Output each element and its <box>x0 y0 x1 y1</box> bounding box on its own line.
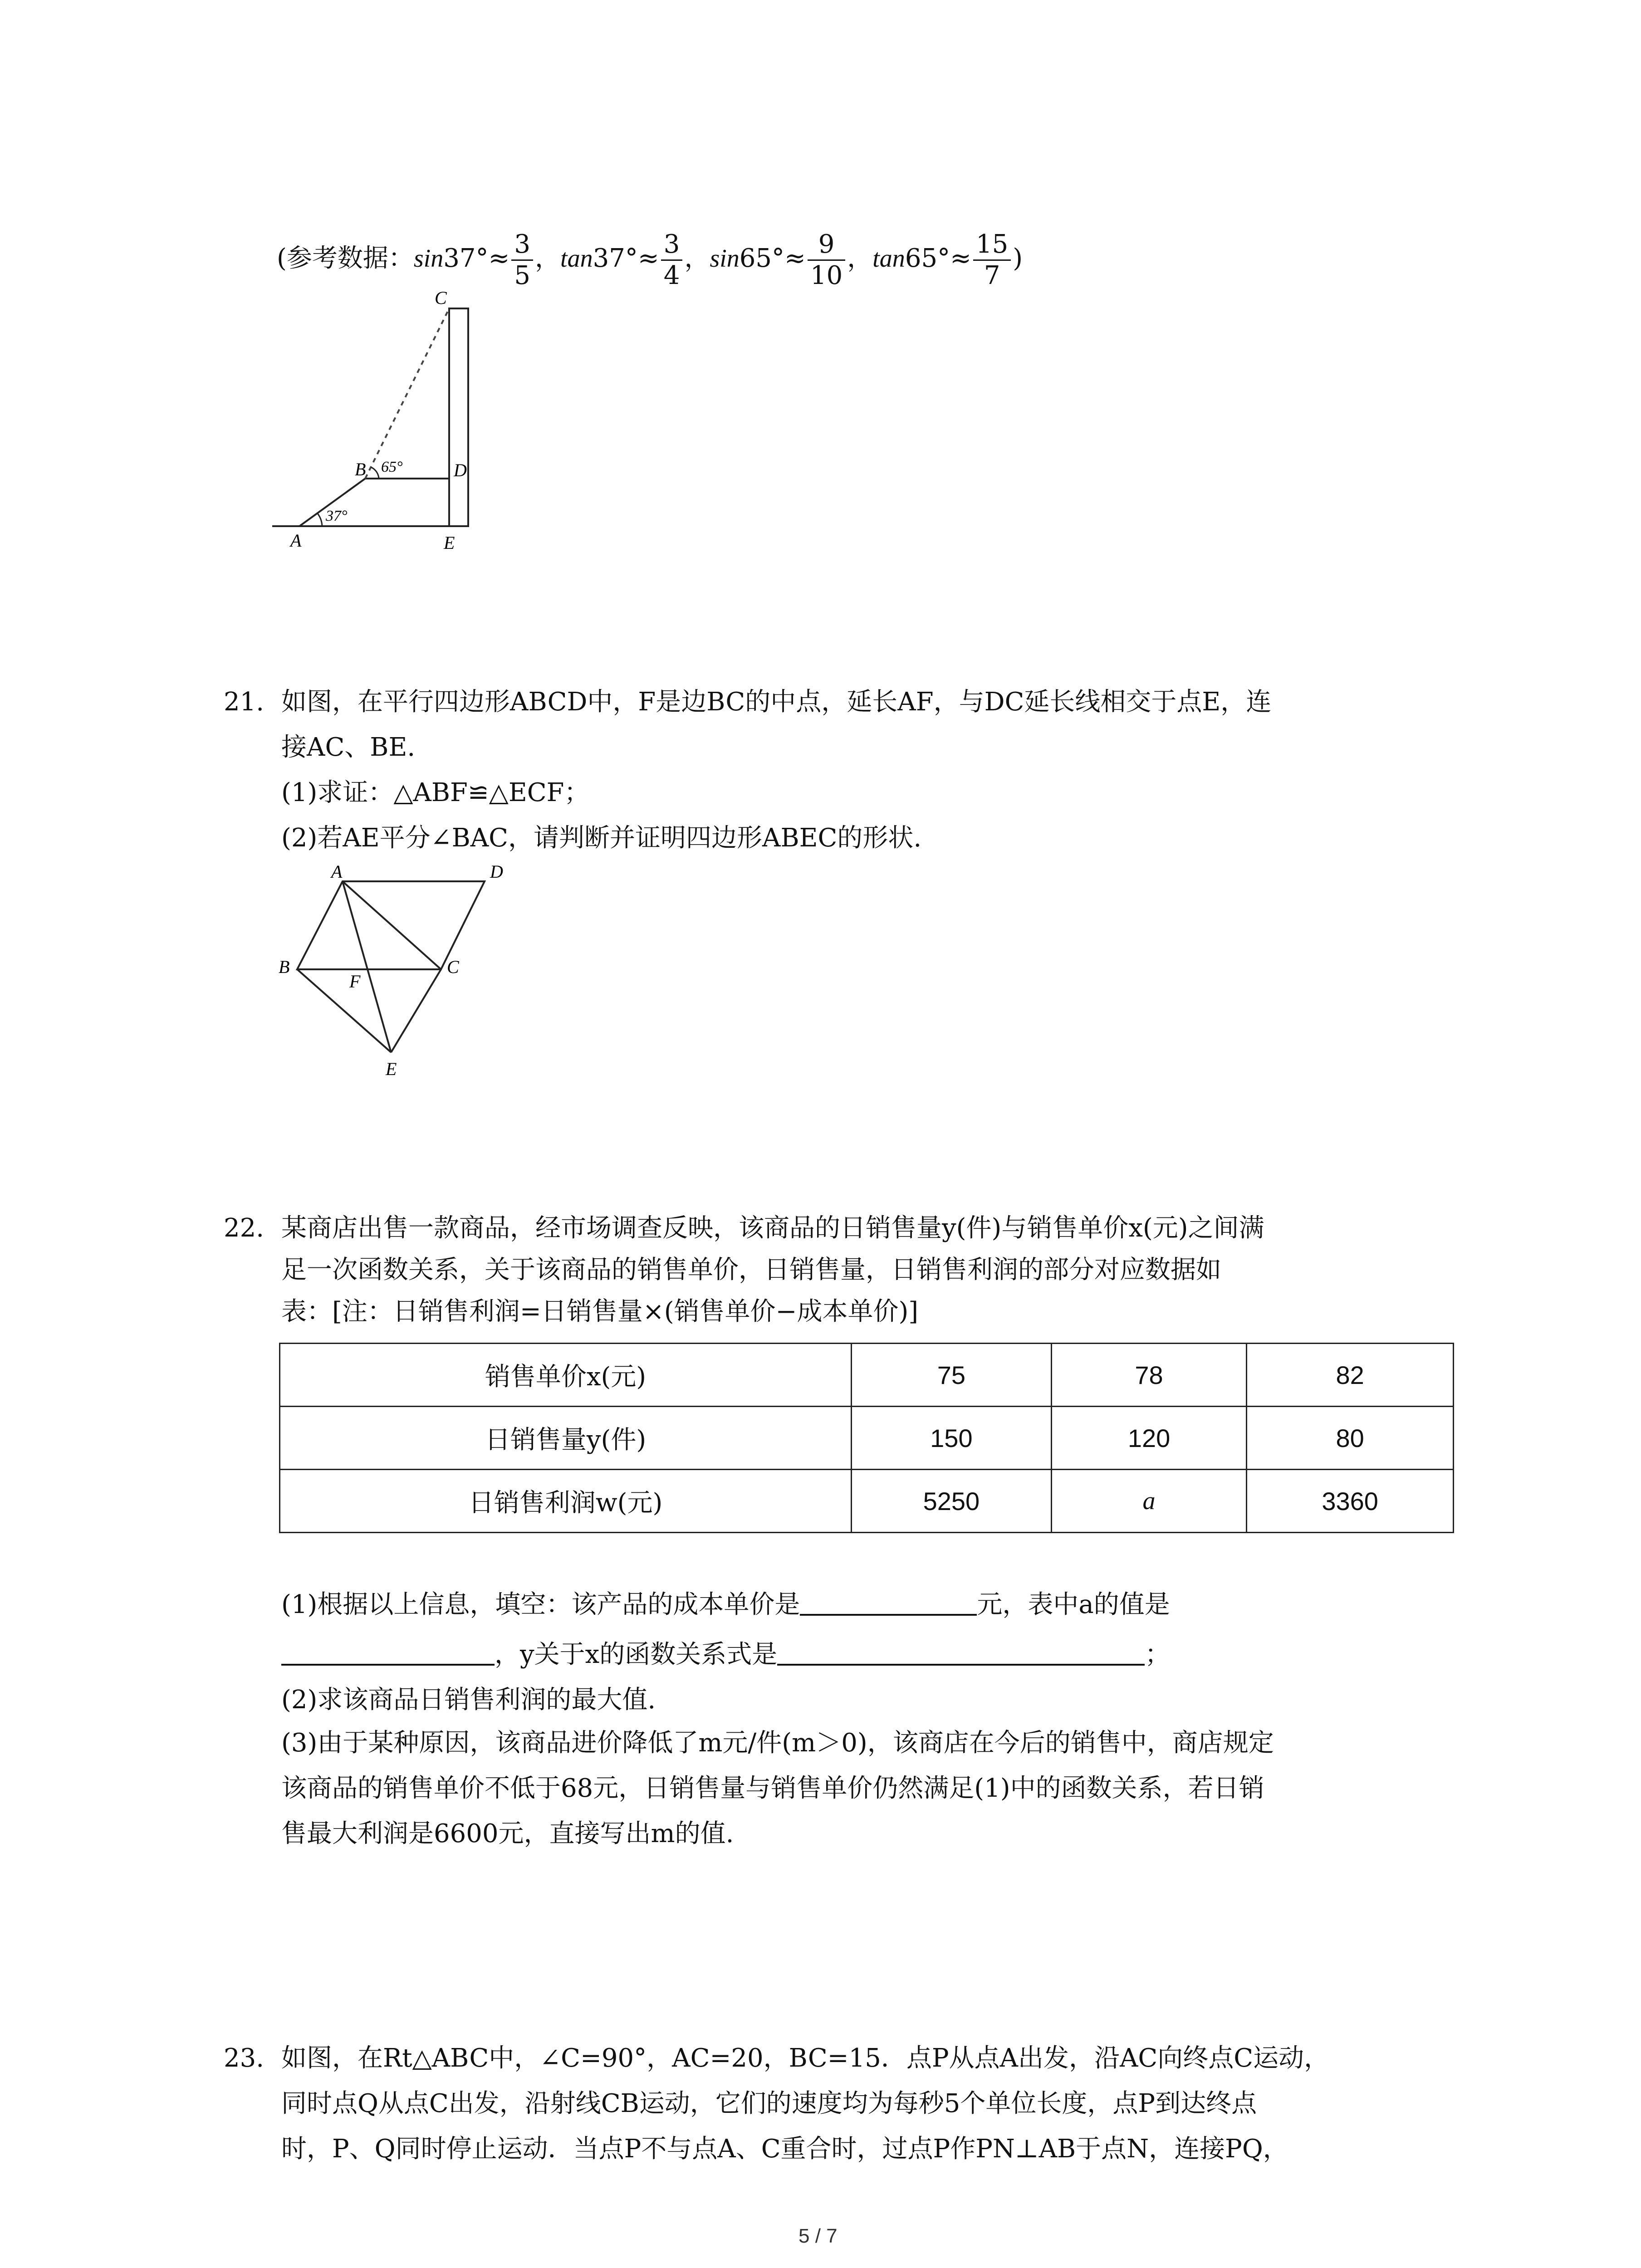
numerator: 9 <box>818 230 835 259</box>
label-a: A <box>331 861 343 882</box>
q21-line2: 接AC、BE. <box>281 733 416 762</box>
table-cell: 150 <box>852 1407 1052 1470</box>
page-number: 5 / 7 <box>798 2225 838 2247</box>
blank-a-value[interactable] <box>281 1637 495 1666</box>
figure-parallelogram <box>272 860 517 1082</box>
table-cell: 日销售量y(件) <box>280 1407 852 1470</box>
q22-part1-text-d: ； <box>1145 1640 1171 1669</box>
fraction-3-5 <box>511 230 533 291</box>
denominator: 10 <box>808 259 845 291</box>
table-cell: 80 <box>1247 1407 1454 1470</box>
q23-line2: 同时点Q从点C出发，沿射线CB运动，它们的速度均为每秒5个单位长度，点P到达终点 <box>281 2089 1257 2118</box>
label-a: A <box>290 530 302 551</box>
label-b: B <box>279 957 290 977</box>
segment-be <box>297 969 391 1052</box>
q22-part1-first-line <box>281 1583 1170 1627</box>
denominator: 7 <box>973 259 1011 291</box>
angle-arc-37 <box>318 513 322 526</box>
q22-part3-line2: 该商品的销售单价不低于68元，日销售量与销售单价仍然满足(1)中的函数关系，若日销 <box>281 1774 1264 1803</box>
sin-label: sin <box>413 244 444 273</box>
tan37-value: 37°≈ <box>593 244 659 273</box>
table-row <box>280 1407 1454 1470</box>
angle-arc-65 <box>371 467 379 479</box>
q22-part1-second-line <box>281 1633 1170 1677</box>
denominator: 5 <box>511 259 533 291</box>
q22-line1: 某商店出售一款商品，经市场调查反映，该商品的日销售量y(件)与销售单价x(元)之间满 <box>281 1213 1264 1243</box>
denominator: 4 <box>661 259 683 291</box>
table-cell: 82 <box>1247 1344 1454 1407</box>
segment-ac <box>343 881 441 969</box>
tan-label: tan <box>872 244 905 273</box>
label-d: D <box>490 861 503 882</box>
segment-ce <box>391 969 441 1052</box>
table-cell: 日销售利润w(元) <box>280 1470 852 1533</box>
table-row <box>280 1344 1454 1407</box>
q22-line3: 表：[注：日销售利润=日销售量×(销售单价−成本单价)] <box>281 1297 919 1326</box>
fraction-15-7 <box>973 230 1011 291</box>
q22-part2: (2)求该商品日销售利润的最大值. <box>281 1685 656 1715</box>
table-cell: 120 <box>1051 1407 1247 1470</box>
sin-label: sin <box>710 244 740 273</box>
table-cell: 3360 <box>1247 1470 1454 1533</box>
numerator: 15 <box>976 230 1009 259</box>
table-row <box>280 1470 1454 1533</box>
q22-line2: 足一次函数关系，关于该商品的销售单价，日销售量，日销售利润的部分对应数据如 <box>281 1255 1221 1285</box>
q22-part3-line1: (3)由于某种原因，该商品进价降低了m元/件(m＞0)，该商店在今后的销售中，商店规定 <box>281 1728 1274 1758</box>
label-f: F <box>349 971 361 992</box>
label-c: C <box>435 290 447 308</box>
q22-part1-text-a: (1)根据以上信息，填空：该产品的成本单价是 <box>281 1590 800 1619</box>
label-c: C <box>447 957 459 977</box>
figure-building-angles <box>272 290 508 562</box>
label-d: D <box>454 460 467 480</box>
q21-part1: (1)求证：△ABF≌△ECF； <box>281 778 590 807</box>
separator: ， <box>847 244 873 273</box>
ref-close: ) <box>1013 244 1023 273</box>
building <box>449 308 468 526</box>
label-angle-65: 65° <box>381 459 403 475</box>
q22-part3-line3: 售最大利润是6600元，直接写出m的值. <box>281 1819 734 1848</box>
q22-part1-text-b: 元，表中a的值是 <box>977 1590 1170 1619</box>
label-e: E <box>386 1059 397 1079</box>
blank-cost-price[interactable] <box>800 1587 977 1616</box>
tan-label: tan <box>560 244 593 273</box>
separator: ， <box>684 244 710 273</box>
sin37-value: 37°≈ <box>443 244 510 273</box>
label-b: B <box>355 459 366 479</box>
table-cell: 75 <box>852 1344 1052 1407</box>
q23-number: 23. <box>224 2043 265 2073</box>
numerator: 3 <box>663 230 680 259</box>
fraction-9-10 <box>808 230 845 291</box>
q22-part1-text-c: ，y关于x的函数关系式是 <box>495 1640 778 1669</box>
separator: ， <box>535 244 561 273</box>
blank-function[interactable] <box>777 1637 1145 1666</box>
sight-line-bc <box>365 308 449 479</box>
q21-line1: 如图，在平行四边形ABCD中，F是边BC的中点，延长AF，与DC延长线相交于点E，连 <box>281 687 1272 717</box>
table-cell: 销售单价x(元) <box>280 1344 852 1407</box>
table-cell: a <box>1051 1470 1247 1533</box>
table-cell: 5250 <box>852 1470 1052 1533</box>
q21-part2: (2)若AE平分∠BAC，请判断并证明四边形ABEC的形状. <box>281 823 922 853</box>
numerator: 3 <box>514 230 531 259</box>
label-e: E <box>444 533 455 553</box>
sales-data-table <box>279 1343 1454 1533</box>
ref-open: (参考数据： <box>277 244 414 273</box>
sin65-value: 65°≈ <box>739 244 806 273</box>
table-cell: 78 <box>1051 1344 1247 1407</box>
label-angle-37: 37° <box>326 508 348 524</box>
q22-number: 22. <box>224 1213 265 1243</box>
tan65-value: 65°≈ <box>905 244 971 273</box>
q23-line3: 时，P、Q同时停止运动．当点P不与点A、C重合时，过点P作PN⊥AB于点N，连接PQ， <box>281 2134 1288 2164</box>
q21-number: 21. <box>224 687 265 717</box>
fraction-3-4 <box>661 230 683 291</box>
segment-ae <box>343 881 391 1052</box>
q23-line1: 如图，在Rt△ABC中，∠C=90°，AC=20，BC=15．点P从点A出发，沿AC向终点C运动， <box>281 2043 1330 2073</box>
